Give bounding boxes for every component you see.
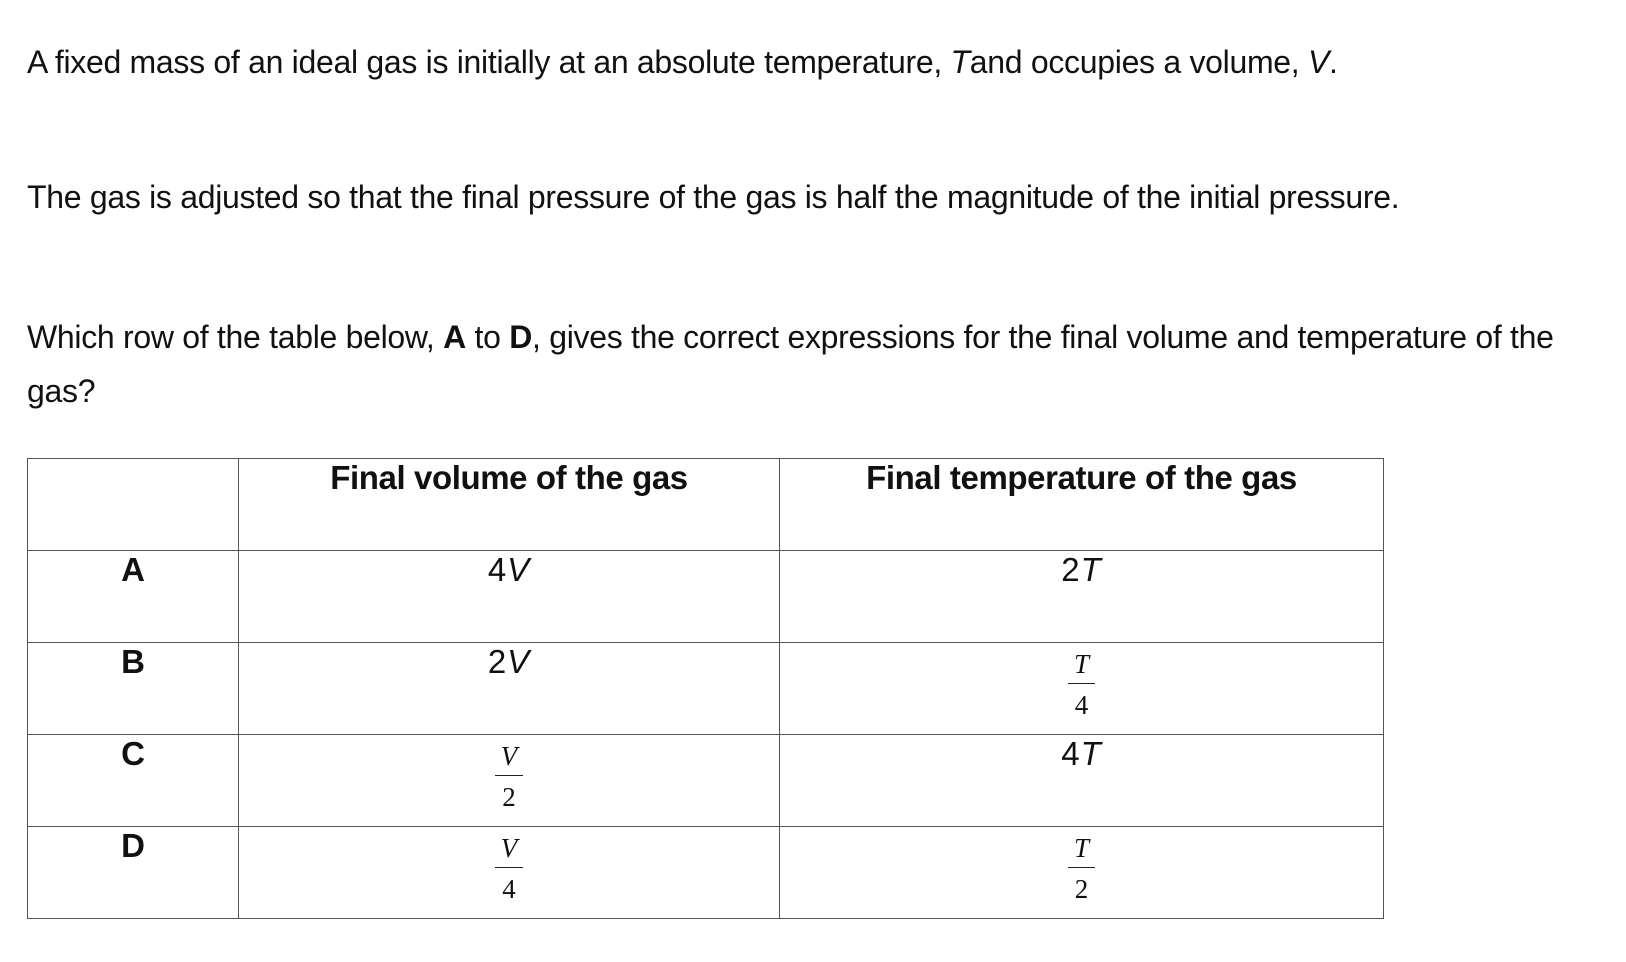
temperature-fraction	[1068, 833, 1095, 904]
header-volume: Final volume of the gas	[239, 459, 780, 551]
var-temperature: T	[950, 44, 970, 80]
volume-var: V	[507, 551, 531, 588]
table-row	[28, 551, 1384, 643]
row-letter: C	[28, 735, 239, 827]
temperature-cell	[780, 643, 1384, 735]
intro-text-c: .	[1329, 44, 1338, 80]
volume-cell	[239, 735, 780, 827]
fraction-denominator: 2	[502, 782, 516, 812]
row-letter: A	[28, 551, 239, 643]
temperature-cell	[780, 551, 1384, 643]
answer-table	[27, 458, 1384, 919]
row-letter: B	[28, 643, 239, 735]
table-row	[28, 643, 1384, 735]
fraction-denominator: 2	[1074, 874, 1089, 904]
volume-cell	[239, 643, 780, 735]
header-letter	[28, 459, 239, 551]
prompt-bold-a: A	[443, 319, 466, 355]
condition-paragraph: The gas is adjusted so that the final pressure of the gas is half the magnitude of the initial pressure.	[27, 179, 1400, 215]
table-row	[28, 827, 1384, 919]
intro-paragraph	[27, 35, 1338, 89]
fraction-numerator: V	[495, 741, 524, 776]
volume-cell	[239, 827, 780, 919]
var-volume: V	[1307, 44, 1330, 80]
temperature-var: T	[1080, 735, 1102, 772]
prompt-bold-d: D	[509, 319, 533, 355]
intro-text-b: and occupies a volume,	[969, 44, 1308, 80]
temperature-coef: 2	[1061, 551, 1081, 588]
temperature-var: T	[1080, 551, 1102, 588]
fraction-numerator: T	[1068, 833, 1095, 868]
prompt-text-c: , gives the correct expressions for the final volume and temperature of the gas?	[27, 319, 1554, 409]
prompt-text-b: to	[465, 319, 510, 355]
table-row	[28, 735, 1384, 827]
fraction-numerator: V	[495, 833, 524, 868]
intro-text-a: A fixed mass of an ideal gas is initially at an absolute temperature,	[27, 44, 951, 80]
prompt-paragraph	[27, 310, 1587, 418]
volume-cell	[239, 551, 780, 643]
table-header-row	[28, 459, 1384, 551]
fraction-denominator: 4	[502, 874, 516, 904]
header-temperature: Final temperature of the gas	[780, 459, 1384, 551]
volume-var: V	[507, 643, 531, 680]
temperature-cell	[780, 735, 1384, 827]
volume-fraction	[495, 741, 524, 812]
volume-coef: 4	[487, 551, 508, 588]
row-letter: D	[28, 827, 239, 919]
temperature-fraction	[1068, 649, 1095, 720]
temperature-coef: 4	[1061, 735, 1081, 772]
volume-coef: 2	[487, 643, 508, 680]
fraction-numerator: T	[1068, 649, 1095, 684]
volume-fraction	[495, 833, 524, 904]
temperature-cell	[780, 827, 1384, 919]
fraction-denominator: 4	[1074, 690, 1089, 720]
prompt-text-a: Which row of the table below,	[27, 319, 444, 355]
